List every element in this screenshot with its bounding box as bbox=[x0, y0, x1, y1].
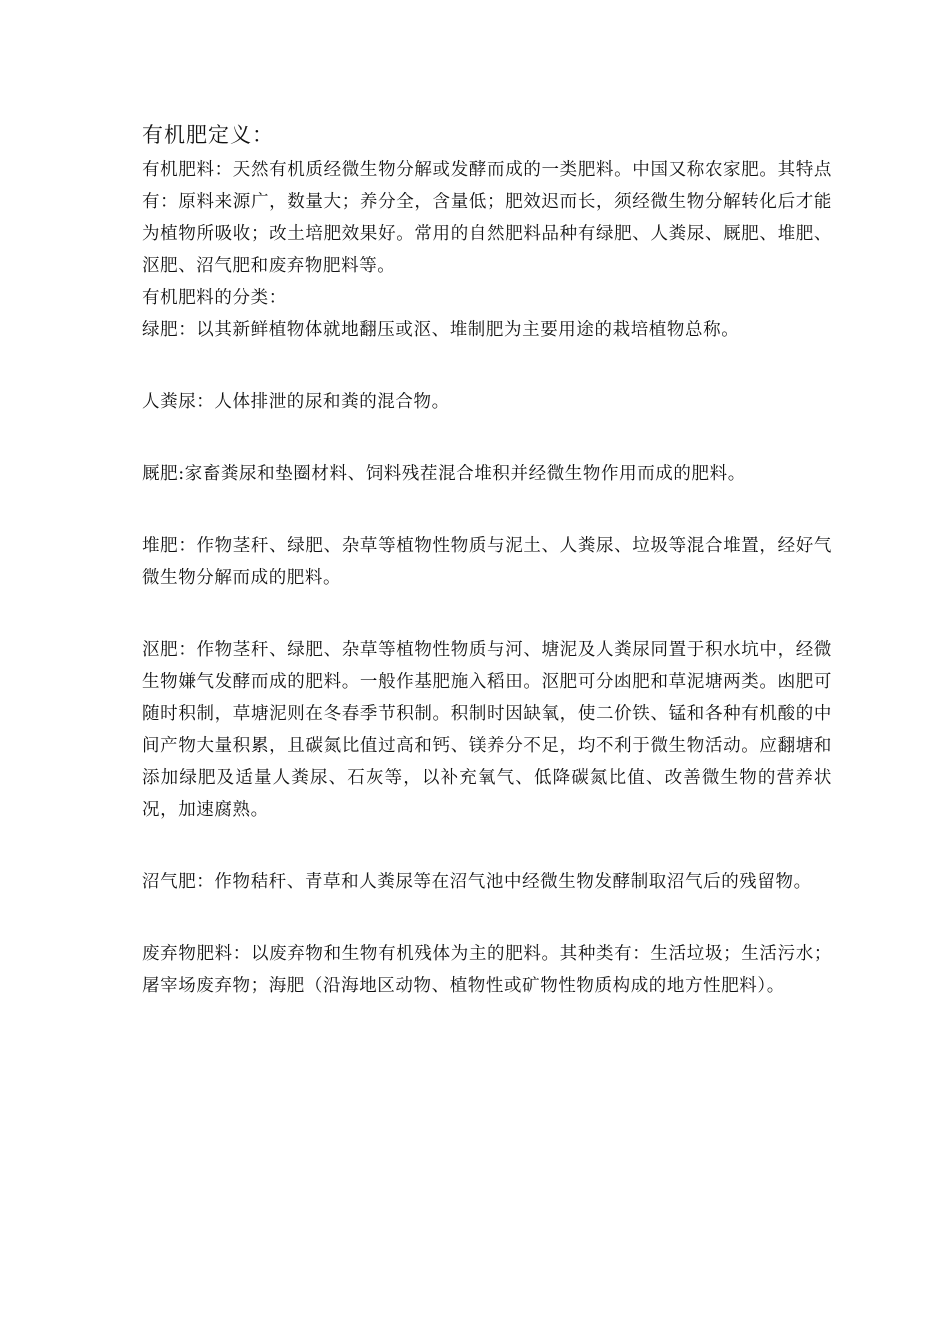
classification-heading: 有机肥料的分类： bbox=[142, 288, 287, 308]
paragraph-spacer bbox=[142, 418, 832, 458]
item-waterlogged-compost: 沤肥：作物茎秆、绿肥、杂草等植物性物质与河、塘泥及人粪尿同置于积水坑中，经微生物嫌气发酵而成的肥料。一般作基肥施入稻田。沤肥可分凼肥和草泥塘两类。凼肥可随时积制，草塘泥则在冬春季节积制。积制时因缺氧，使二价铁、锰和各种有机酸的中间产物大量积累，且碳氮比值过高和钙、镁养分不足，均不利于微生物活动。应翻塘和添加绿肥及适量人粪尿、石灰等，以补充氧气、低降碳氮比值、改善微生物的营养状况，加速腐熟。 bbox=[142, 640, 832, 820]
paragraph-spacer bbox=[142, 346, 832, 386]
paragraph-spacer bbox=[142, 898, 832, 938]
item-green-manure: 绿肥：以其新鲜植物体就地翻压或沤、堆制肥为主要用途的栽培植物总称。 bbox=[142, 320, 740, 340]
intro-paragraph: 有机肥料：天然有机质经微生物分解或发酵而成的一类肥料。中国又称农家肥。其特点有：原料来源广，数量大；养分全，含量低；肥效迟而长，须经微生物分解转化后才能为植物所吸收；改土培肥效果好。常用的自然肥料品种有绿肥、人粪尿、厩肥、堆肥、沤肥、沼气肥和废弃物肥料等。 bbox=[142, 160, 832, 276]
paragraph-spacer bbox=[142, 490, 832, 530]
document-body bbox=[142, 118, 832, 1002]
document-title: 有机肥定义： bbox=[142, 123, 274, 147]
item-waste-fertilizer: 废弃物肥料：以废弃物和生物有机残体为主的肥料。其种类有：生活垃圾；生活污水；屠宰场废弃物；海肥（沿海地区动物、植物性或矿物性物质构成的地方性肥料）。 bbox=[142, 944, 832, 996]
item-biogas-manure: 沼气肥：作物秸秆、青草和人粪尿等在沼气池中经微生物发酵制取沼气后的残留物。 bbox=[142, 872, 812, 892]
paragraph-spacer bbox=[142, 826, 832, 866]
item-barnyard-manure: 厩肥:家畜粪尿和垫圈材料、饲料残茬混合堆积并经微生物作用而成的肥料。 bbox=[142, 464, 746, 484]
paragraph-spacer bbox=[142, 594, 832, 634]
item-human-excreta: 人粪尿：人体排泄的尿和粪的混合物。 bbox=[142, 392, 450, 412]
item-compost: 堆肥：作物茎秆、绿肥、杂草等植物性物质与泥土、人粪尿、垃圾等混合堆置，经好气微生物分解而成的肥料。 bbox=[142, 536, 832, 588]
